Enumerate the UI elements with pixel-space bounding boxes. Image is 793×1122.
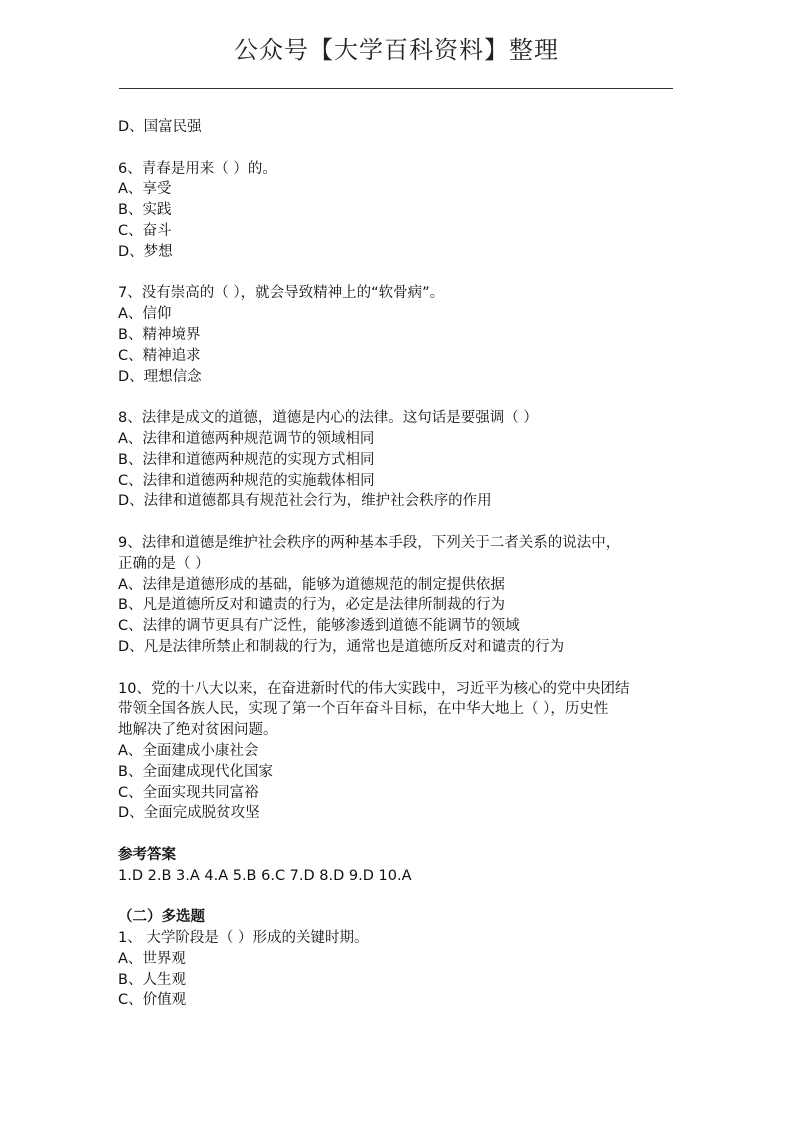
header-divider	[119, 88, 673, 89]
q10-option-a: A、全面建成小康社会	[118, 742, 259, 759]
q10-stem-line3: 地解决了绝对贫困问题。	[118, 722, 278, 739]
q9-stem-line1: 9、法律和道德是维护社会秩序的两种基本手段，下列关于二者关系的说法中，	[118, 534, 621, 551]
q9-option-b: B、凡是道德所反对和谴责的行为，必定是法律所制裁的行为	[118, 597, 505, 614]
q8-stem: 8、法律是成文的道德，道德是内心的法律。这句话是要强调（ ）	[118, 410, 538, 427]
q10-stem-line1: 10、党的十八大以来，在奋进新时代的伟大实践中，习近平为核心的党中央团结	[118, 680, 630, 697]
q8-option-b: B、法律和道德两种规范的实现方式相同	[118, 451, 375, 468]
q10-option-c: C、全面实现共同富裕	[118, 784, 259, 801]
s2-q1-stem: 1、 大学阶段是（ ）形成的关键时期。	[118, 930, 369, 947]
q7-option-a: A、信仰	[118, 306, 172, 323]
answers-heading: 参考答案	[118, 846, 176, 863]
s2-q1-option-b: B、人生观	[118, 971, 186, 988]
q7-stem: 7、没有崇高的（ ），就会导致精神上的“软骨病”。	[118, 285, 445, 302]
q9-stem-line2: 正确的是（ ）	[118, 555, 210, 572]
q7-option-d: D、理想信念	[118, 368, 202, 385]
q9-option-d: D、凡是法律所禁止和制裁的行为，通常也是道德所反对和谴责的行为	[118, 638, 565, 655]
q7-option-b: B、精神境界	[118, 326, 201, 343]
q6-option-d: D、梦想	[118, 243, 173, 260]
s2-q1-option-a: A、世界观	[118, 950, 186, 967]
q8-option-c: C、法律和道德两种规范的实施载体相同	[118, 472, 375, 489]
q8-option-d: D、法律和道德都具有规范社会行为，维护社会秩序的作用	[118, 493, 492, 510]
q6-option-c: C、奋斗	[118, 222, 172, 239]
s2-q1-option-c: C、价值观	[118, 992, 187, 1009]
page-header-title: 公众号【大学百科资料】整理	[234, 36, 559, 64]
q6-stem: 6、青春是用来（ ）的。	[118, 160, 277, 177]
document-body	[118, 117, 678, 1011]
q8-option-a: A、法律和道德两种规范调节的领域相同	[118, 430, 375, 447]
q10-option-b: B、全面建成现代化国家	[118, 763, 273, 780]
section2-heading: （二）多选题	[118, 909, 205, 926]
answers-text: 1.D 2.B 3.A 4.A 5.B 6.C 7.D 8.D 9.D 10.A	[118, 867, 412, 884]
q5-option-d: D、国富民强	[118, 119, 202, 135]
q6-option-b: B、实践	[118, 202, 172, 219]
q7-option-c: C、精神追求	[118, 347, 201, 364]
q9-option-c: C、法律的调节更具有广泛性，能够渗透到道德不能调节的领域	[118, 618, 520, 635]
q10-stem-line2: 带领全国各族人民，实现了第一个百年奋斗目标，在中华大地上（ ），历史性	[118, 701, 609, 718]
q6-option-a: A、享受	[118, 181, 172, 198]
q10-option-d: D、全面完成脱贫攻坚	[118, 805, 260, 822]
q9-option-a: A、法律是道德形成的基础，能够为道德规范的制定提供依据	[118, 576, 505, 593]
